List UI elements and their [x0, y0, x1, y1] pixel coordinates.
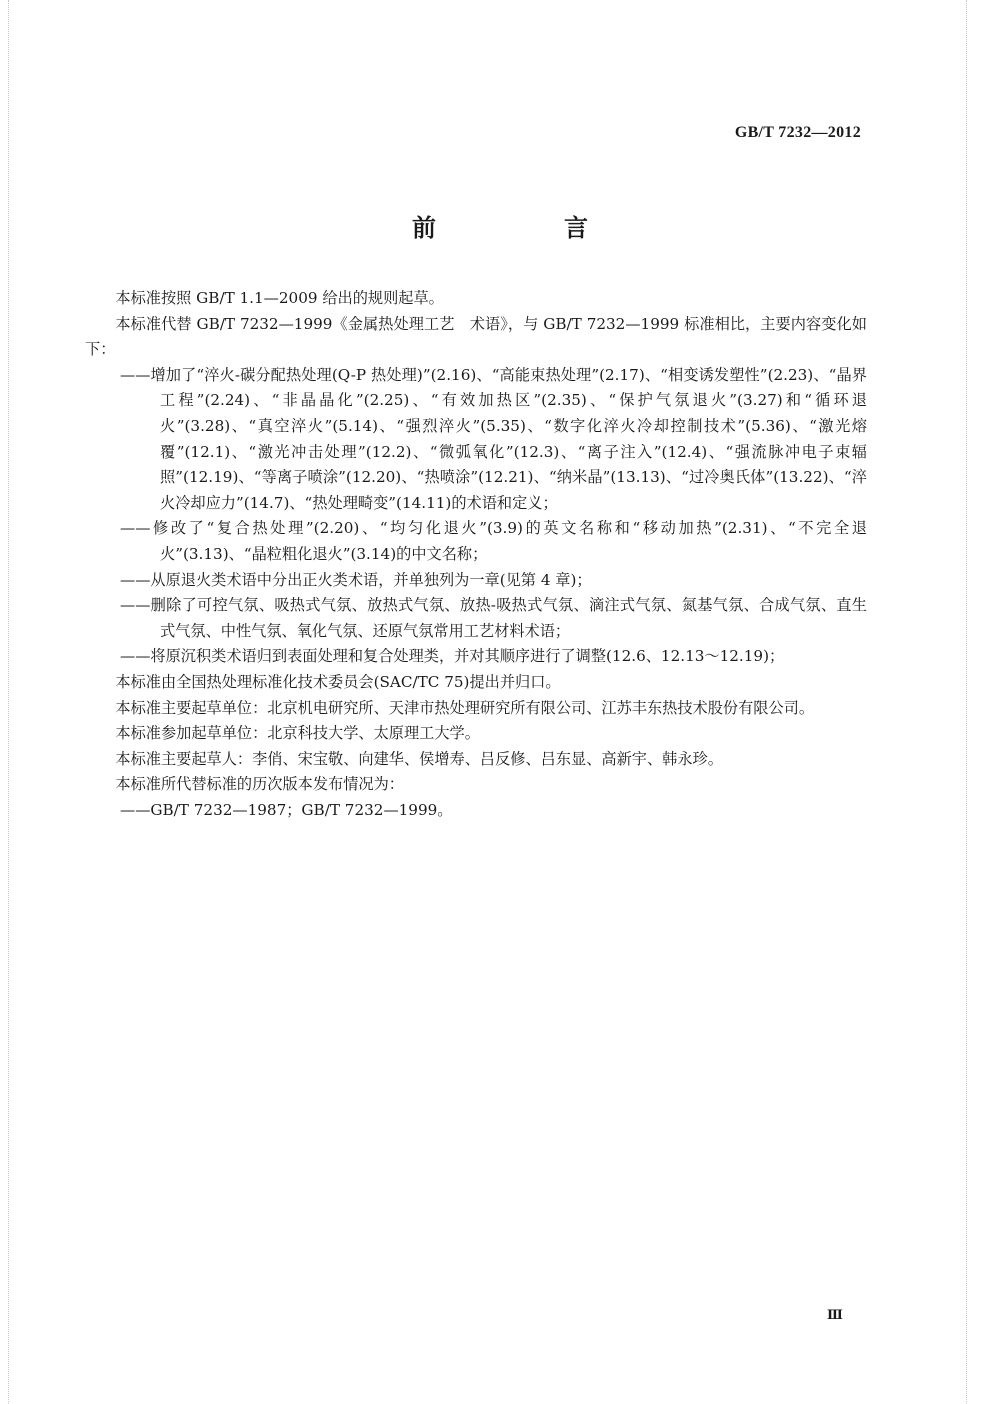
change-item-added: ——增加了“淬火-碳分配热处理(Q-P 热处理)”(2.16)、“高能束热处理”(2.17)、“相变诱发塑性”(2.23)、“晶界工程”(2.24)、“非晶晶化”(2.25)、“有效加热区”(2.35)、“保护气氛退火”(3.27)和“循环退火”(3.28)、“真空淬火”(5.14)、“强烈淬火”(5.35)、“数字化淬火冷却控制技术”(5.36)、“激光熔覆”(12.1)、“激光冲击处理”(12.2)、“微弧氧化”(12.3)、“离子注入”(12.4)、“强流脉冲电子束辐照”(12.19)、“等离子喷涂”(12.20)、“热喷涂”(12.21)、“纳米晶”(13.13)、“过冷奥氏体”(13.22)、“淬火冷却应力”(14.7)、“热处理畸变”(14.11)的术语和定义；	[120, 365, 867, 512]
paragraph-main-drafters: 本标准主要起草人：李俏、宋宝敬、向建华、侯增寿、吕反修、吕东显、高新宇、韩永珍。	[115, 749, 723, 768]
change-item-reordered: ——将原沉积类术语归到表面处理和复合处理类，并对其顺序进行了调整(12.6、12.13～12.19)；	[120, 647, 785, 666]
page-title: 前 言	[412, 214, 640, 242]
standard-code: GB/T 7232—2012	[734, 124, 861, 141]
change-item-modified: ——修改了“复合热处理”(2.20)、“均匀化退火”(3.9)的英文名称和“移动加热”(2.31)、“不完全退火”(3.13)、“晶粒粗化退火”(3.14)的中文名称；	[120, 519, 867, 563]
change-item-normalizing: ——从原退火类术语中分出正火类术语，并单独列为一章(见第 4 章)；	[120, 570, 592, 589]
history-list-item: ——GB/T 7232—1987；GB/T 7232—1999。	[120, 800, 453, 819]
foreword-body	[85, 286, 867, 823]
page-number: Ⅲ	[827, 1307, 843, 1322]
paragraph-history-intro: 本标准所代替标准的历次版本发布情况为：	[115, 775, 404, 794]
paragraph-drafting-rules: 本标准按照 GB/T 1.1—2009 给出的规则起草。	[115, 289, 444, 307]
change-item-deleted: ——删除了可控气氛、吸热式气氛、放热式气氛、放热-吸热式气氛、滴注式气氛、氮基气氛、合成气氛、直生式气氛、中性气氛、氧化气氛、还原气氛常用工艺材料术语；	[120, 596, 867, 640]
paragraph-main-drafters-org: 本标准主要起草单位：北京机电研究所、天津市热处理研究所有限公司、江苏丰东热技术股份有限公司。	[115, 698, 815, 717]
paragraph-participating-org: 本标准参加起草单位：北京科技大学、太原理工大学。	[115, 724, 480, 743]
paragraph-committee: 本标准由全国热处理标准化技术委员会(SAC/TC 75)提出并归口。	[115, 672, 561, 691]
paragraph-replacement: 本标准代替 GB/T 7232—1999《金属热处理工艺 术语》，与 GB/T 7232—1999 标准相比，主要内容变化如下：	[85, 314, 867, 359]
